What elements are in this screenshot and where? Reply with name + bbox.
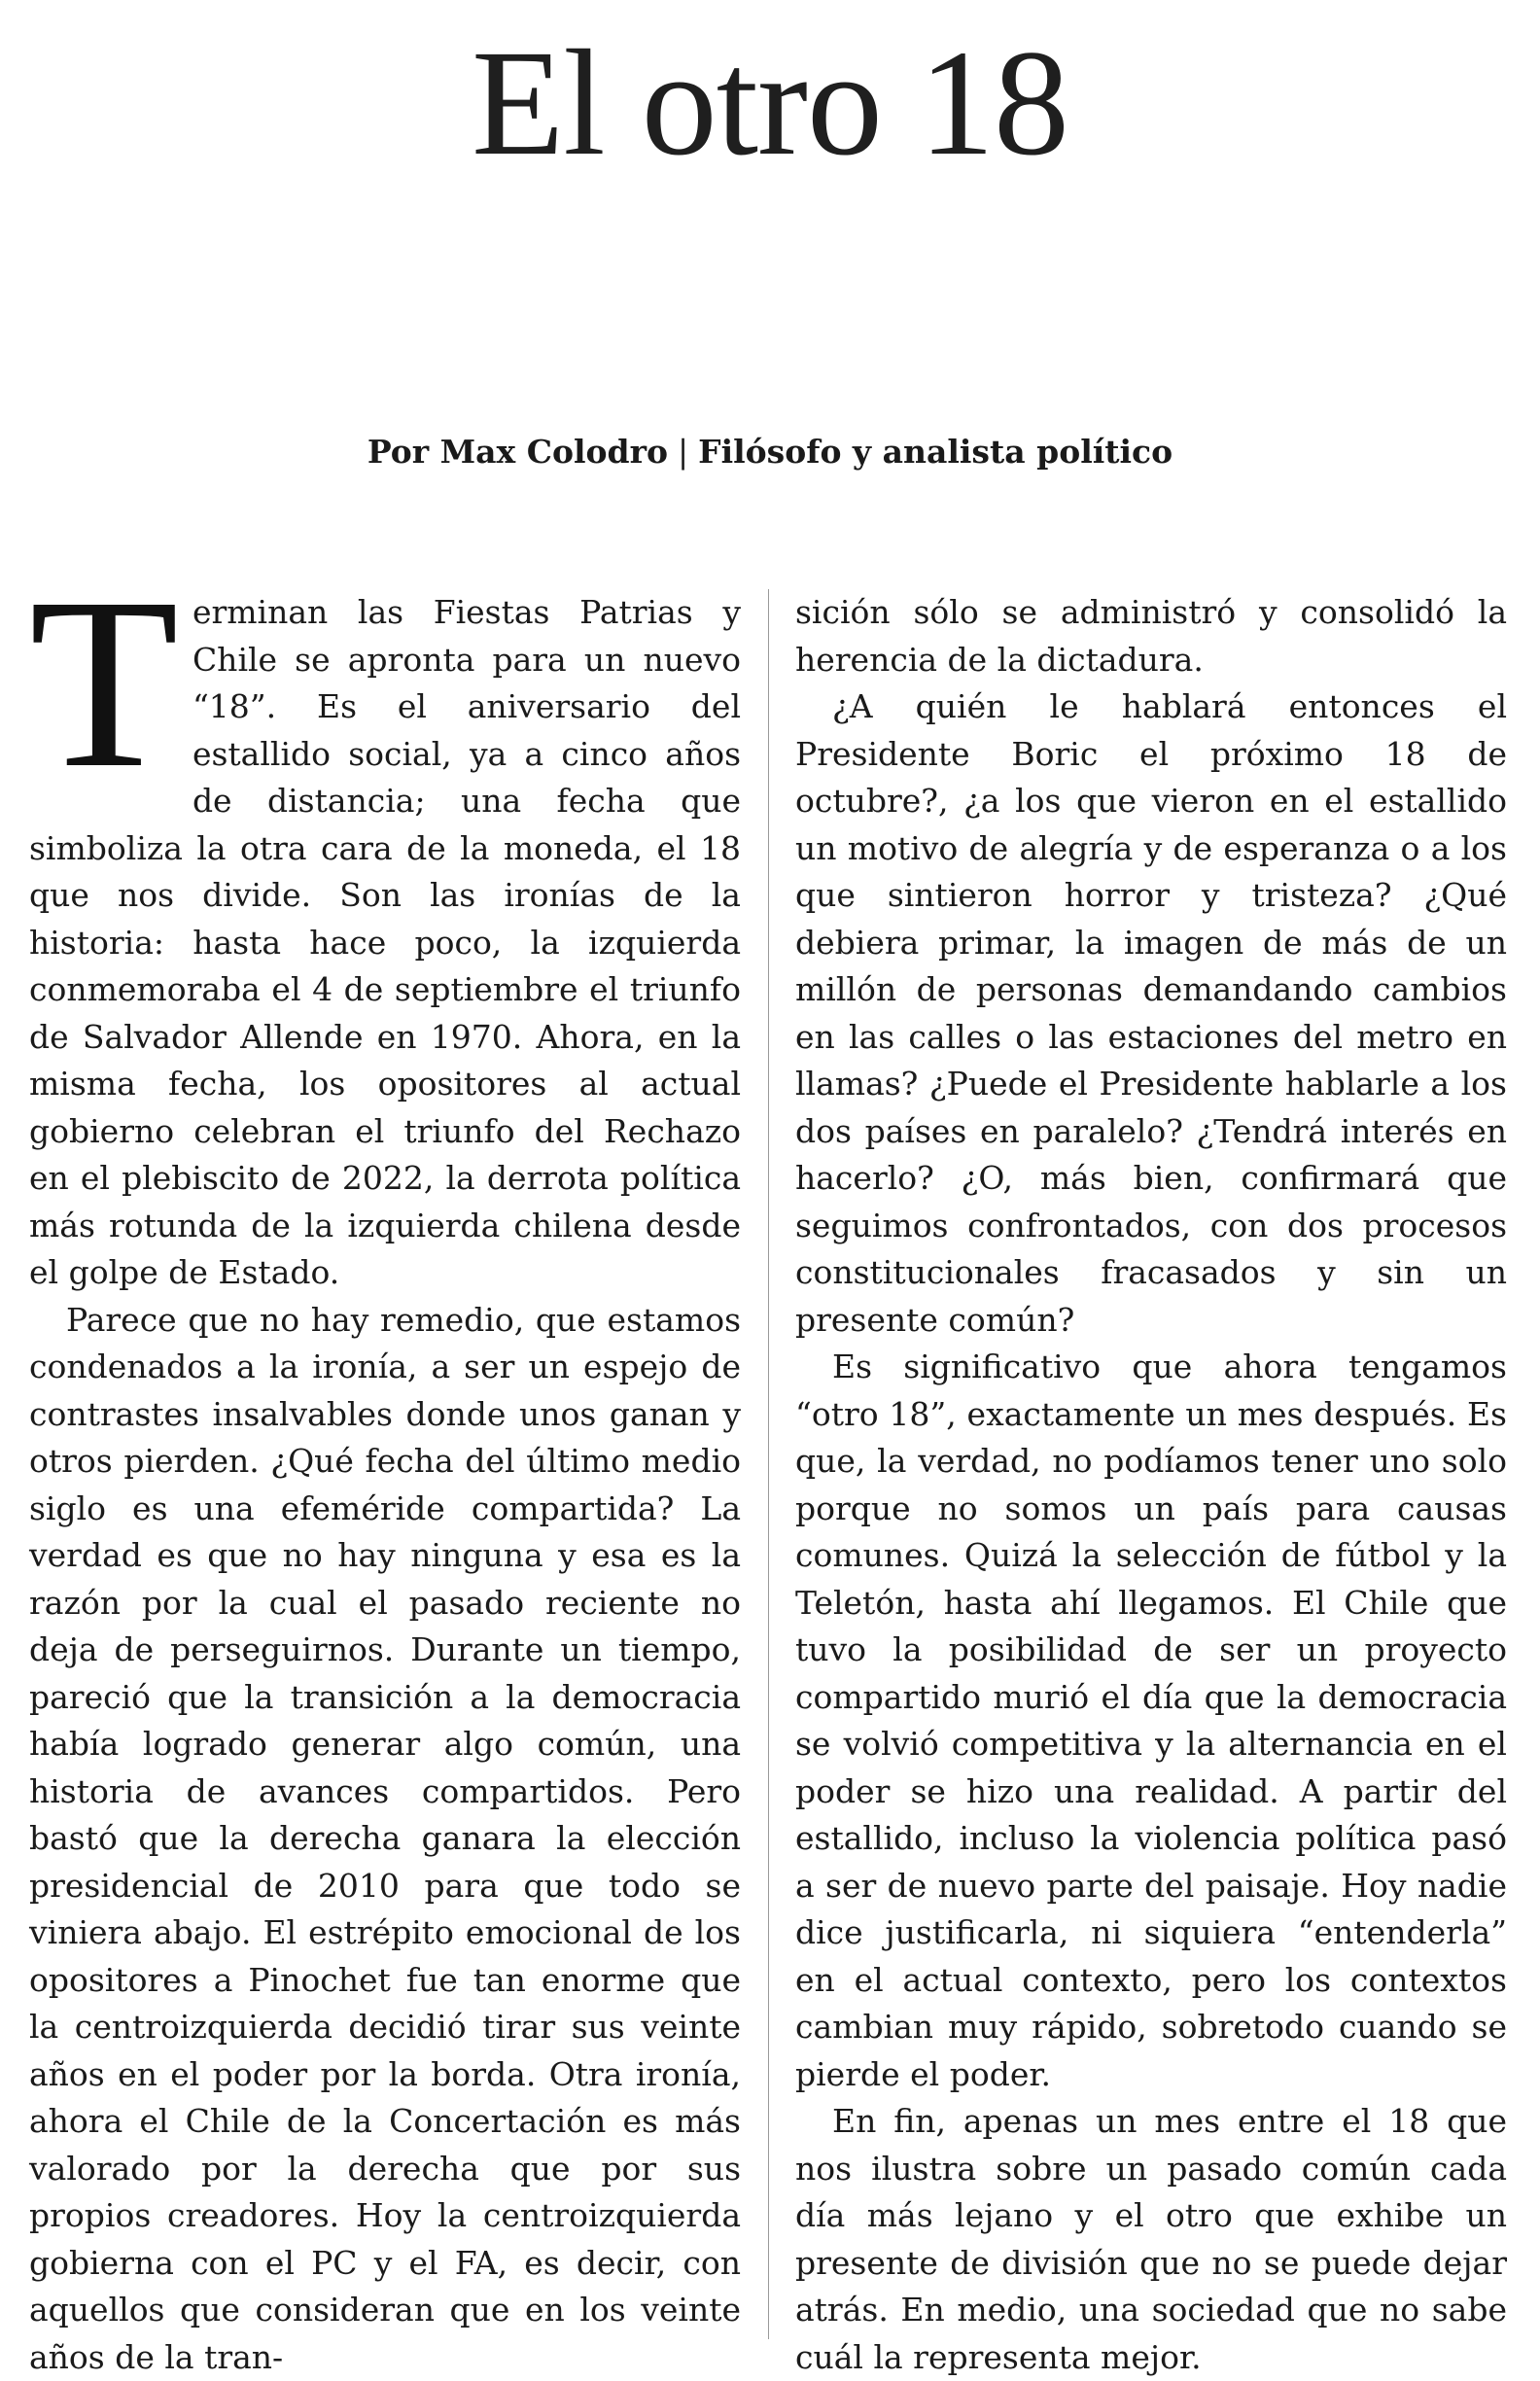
article-paragraph: ¿A quién le hablará entonces el Presidente Boric el próximo 18 de octubre?, ¿a los que vieron en el estallido un motivo de alegría y de esperanza o a los que sintieron horror y tristeza? ¿Qué debiera primar, la imagen de más de un millón de personas demandando cambios en las calles o las estaciones del metro en llamas? ¿Puede el Presidente hablarle a los dos países en paralelo? ¿Tendrá interés en hacerlo? ¿O, más bien, confirmará que seguimos confrontados, con dos procesos constitucionales fracasados y sin un presente común? [795, 683, 1507, 1344]
byline [0, 436, 1540, 468]
article-column-left [29, 589, 741, 2359]
drop-cap: T [29, 595, 179, 786]
article-paragraph: Es significativo que ahora tengamos “otro 18”, exactamente un mes después. Es que, la verdad, no podíamos tener uno solo porque no somos un país para causas comunes. Quizá la selección de fútbol y la Teletón, hasta ahí llegamos. El Chile que tuvo la posibilidad de ser un proyecto compartido murió el día que la democracia se volvió competitiva y la alternancia en el poder se hizo una realidad. A partir del estallido, incluso la violencia política pasó a ser de nuevo parte del paisaje. Hoy nadie dice justificarla, ni siquiera “entenderla” en el actual contexto, pero los contextos cambian muy rápido, sobretodo cuando se pierde el poder. [795, 1344, 1507, 2098]
article-paragraph: En fin, apenas un mes entre el 18 que nos ilustra sobre un pasado común cada día más lejano y el otro que exhibe un presente de división que no se puede dejar atrás. En medio, una sociedad que no sabe cuál la representa mejor. [795, 2098, 1507, 2381]
article-paragraph: sición sólo se administró y consolidó la herencia de la dictadura. [795, 589, 1507, 683]
paragraph-text: erminan las Fiestas Patrias y Chile se apronta para un nuevo “18”. Es el aniversario del estallido social, ya a cinco años de distancia; una fecha que simboliza la otra cara de la moneda, el 18 que nos divide. Son las ironías de la historia: hasta hace poco, la izquierda conmemoraba el 4 de septiembre el triunfo de Salvador Allende en 1970. Ahora, en la misma fecha, los opositores al actual gobierno celebran el triunfo del Rechazo en el plebiscito de 2022, la derrota política más rotunda de la izquierda chilena desde el golpe de Estado. [29, 593, 741, 1291]
column-divider [768, 589, 769, 2339]
article-paragraph [29, 589, 741, 1297]
article-paragraph: Parece que no hay remedio, que estamos condenados a la ironía, a ser un espejo de contrastes insalvables donde unos ganan y otros pierden. ¿Qué fecha del último medio siglo es una efeméride compartida? La verdad es que no hay ninguna y esa es la razón por la cual el pasado reciente no deja de perseguirnos. Durante un tiempo, pareció que la transición a la democracia había logrado generar algo común, una historia de avances compartidos. Pero bastó que la derecha ganara la elección presidencial de 2010 para que todo se viniera abajo. El estrépito emocional de los opositores a Pinochet fue tan enorme que la centroizquierda decidió tirar sus veinte años en el poder por la borda. Otra ironía, ahora el Chile de la Concertación es más valorado por la derecha que por sus propios creadores. Hoy la centroizquierda gobierna con el PC y el FA, es decir, con aquellos que consideran que en los veinte años de la tran- [29, 1297, 741, 2381]
article-column-right [795, 589, 1507, 2359]
byline-separator: | [668, 433, 698, 471]
byline-author: Por Max Colodro [368, 433, 668, 471]
headline: El otro 18 [0, 27, 1540, 179]
byline-role: Filósofo y analista político [698, 433, 1172, 471]
